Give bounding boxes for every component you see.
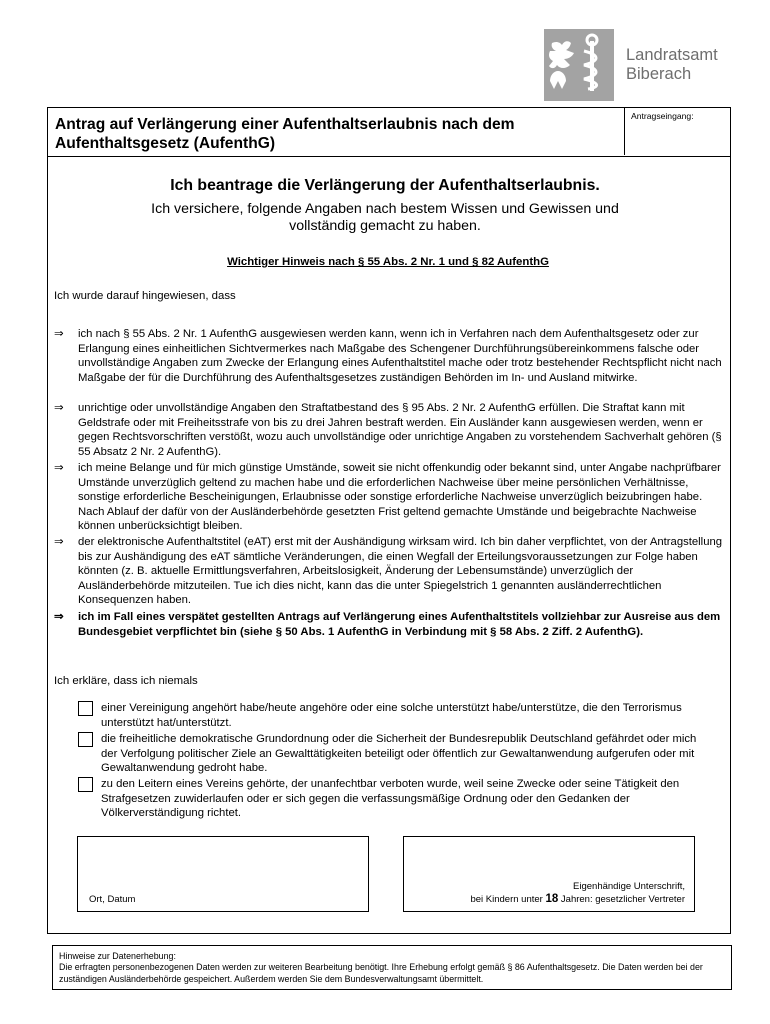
notice-item (54, 401, 724, 459)
notice-item-text: der elektronische Aufenthaltstitel (eAT) erst mit der Aushändigung wirksam wird. Ich bin daher verpflichtet, von der Antragstellung bis zur Aushändigung des eAT sämtliche Veränderungen, die einen Wegfall der Erteilungsvoraussetzungen zur Folge haben könnten (z. B. aktuelle Ermittlungsverfahren, Arbeitslosigkeit, Änderung der Lebensumstände) unverzüglich der Ausländerbehörde mitzuteilen. Tue ich dies nicht, kann das die unter Spiegelstrich 1 genannten ausländerrechtlichen Konsequenzen haben. (78, 536, 723, 607)
declaration-checkbox[interactable] (78, 701, 93, 716)
declaration-item (78, 732, 708, 776)
signature-label (470, 881, 685, 906)
notice-item (54, 327, 724, 385)
signature-label-line1: Eigenhändige Unterschrift, (573, 881, 685, 892)
declaration-checkbox[interactable] (78, 777, 93, 792)
authority-name-line1: Landratsamt (626, 46, 718, 64)
data-collection-notice (52, 945, 732, 990)
data-notice-title: Hinweise zur Datenerhebung: (59, 951, 176, 961)
arrow-icon: ⇒ (54, 328, 64, 340)
legal-notice-title: Wichtiger Hinweis nach § 55 Abs. 2 Nr. 1 und § 82 AufenthG (227, 256, 549, 268)
signature-field[interactable] (403, 836, 695, 912)
arrow-icon: ⇒ (54, 402, 64, 414)
declaration-text: zu den Leitern eines Vereins gehörte, der unanfechtbar verboten wurde, weil seine Zwecke oder seine Tätigkeit den Strafgesetzen zuwiderlaufen oder er sich gegen die verfassungsmäßige Ordnung oder den Gedanken der Völkerverständigung richtet. (101, 778, 680, 820)
notice-item-text: ich nach § 55 Abs. 2 Nr. 1 AufenthG ausgewiesen werden kann, wenn ich in Verfahren nach dem Aufenthaltsgesetz oder zur Erlangung eines einheitlichen Sichtvermerkes nach Maßgabe des Schengener Durchführungsübereinkommens falsche oder unvollständige Angaben zum Zwecke der Erlangung eines Aufenthaltstitel mache oder trotz bestehender Rechtspflicht nicht nach Maßgabe der für die Durchführung des Aufenthaltsgesetzes zuständigen Behörden im In- und Ausland mitwirke. (78, 328, 722, 384)
intake-stamp-field[interactable] (624, 108, 731, 155)
declaration-text: einer Vereinigung angehört habe/heute angehöre oder eine solche unterstützt habe/unterstütze, die den Terrorismus unterstützt hat/unterstützt. (101, 702, 682, 729)
declaration-item (78, 701, 708, 730)
notice-intro: Ich wurde darauf hingewiesen, dass (54, 290, 236, 302)
arrow-icon: ⇒ (54, 536, 64, 548)
place-date-field[interactable] (77, 836, 369, 912)
signature-label-line2: bei Kindern unter 18 Jahren: gesetzlicher Vertreter (470, 893, 685, 905)
place-date-label: Ort, Datum (89, 894, 136, 905)
intake-label: Antragseingang: (631, 111, 694, 121)
notice-item (54, 610, 724, 639)
assurance-text: Ich versichere, folgende Angaben nach bestem Wissen und Gewissen und vollständig gemacht zu haben. (151, 201, 619, 234)
notice-item (54, 461, 724, 534)
declaration-item (78, 777, 708, 821)
form-header (48, 108, 730, 157)
arrow-icon: ⇒ (54, 611, 64, 623)
notice-item-text: ich im Fall eines verspätet gestellten Antrags auf Verlängerung eines Aufenthaltstitels vollziehbar zur Ausreise aus dem Bundesgebiet verpflichtet bin (siehe § 50 Abs. 1 AufenthG in Verbindung mit § 58 Abs. 2 Ziff. 2 AufenthG). (78, 611, 721, 638)
notice-item-text: ich meine Belange und für mich günstige Umstände, soweit sie nicht offenkundig oder bekannt sind, unter Angabe nachprüfbarer Umstände unverzüglich geltend zu machen habe und die erforderlichen Nachweise über meine persönlichen Verhältnisse, sonstige erforderliche Bescheinigungen, Erlaubnisse oder sonstige erforderliche Nachweise unverzüglich beizubringen habe. Nach Ablauf der dafür von der Ausländerbehörde gesetzten Frist geltend gemachte Umstände und beigebrachte Nachweise können unberücksichtigt bleiben. (78, 462, 721, 533)
authority-name (626, 46, 718, 84)
notice-item (54, 535, 724, 608)
data-notice-text: Die erfragten personenbezogenen Daten werden zur weiteren Bearbeitung benötigt. Ihre Erhebung erfolgt gemäß § 86 Aufenthaltsgesetz. Die Daten werden bei der zuständigen Ausländerbehörde gespeichert. Außerdem werden Sie dem Bundesverwaltungsamt übermittelt. (59, 962, 703, 984)
form-title: Antrag auf Verlängerung einer Aufenthaltserlaubnis nach dem Aufenthaltsgesetz (AufenthG) (55, 116, 515, 152)
declaration-checkbox[interactable] (78, 732, 93, 747)
request-heading: Ich beantrage die Verlängerung der Aufenthaltserlaubnis. (170, 177, 600, 194)
authority-logo (544, 29, 718, 101)
coat-of-arms-icon (544, 29, 614, 101)
arrow-icon: ⇒ (54, 462, 64, 474)
notice-item-text: unrichtige oder unvollständige Angaben den Straftatbestand des § 95 Abs. 2 Nr. 2 AufenthG erfüllen. Die Straftat kann mit Geldstrafe oder mit Freiheitsstrafe von bis zu drei Jahren bestraft werden. Ein Ausländer kann ausgewiesen werden, wenn er gegen Rechtsvorschriften verstößt, wozu auch unvollständige oder unrichtige Angaben zu vorstehendem Sachverhalt gehören (§ 55 Absatz 2 Nr. 2 AufenthG). (78, 402, 722, 458)
declaration-text: die freiheitliche demokratische Grundordnung oder die Sicherheit der Bundesrepublik Deutschland gefährdet oder mich der Verfolgung politischer Ziele an Gewalttätigkeiten beteiligt oder öffentlich zur Gewaltanwendung aufgerufen oder mit Gewaltanwendung gedroht habe. (101, 733, 697, 775)
declaration-intro: Ich erkläre, dass ich niemals (54, 675, 198, 687)
age-limit: 18 (545, 893, 559, 905)
authority-name-line2: Biberach (626, 65, 692, 83)
